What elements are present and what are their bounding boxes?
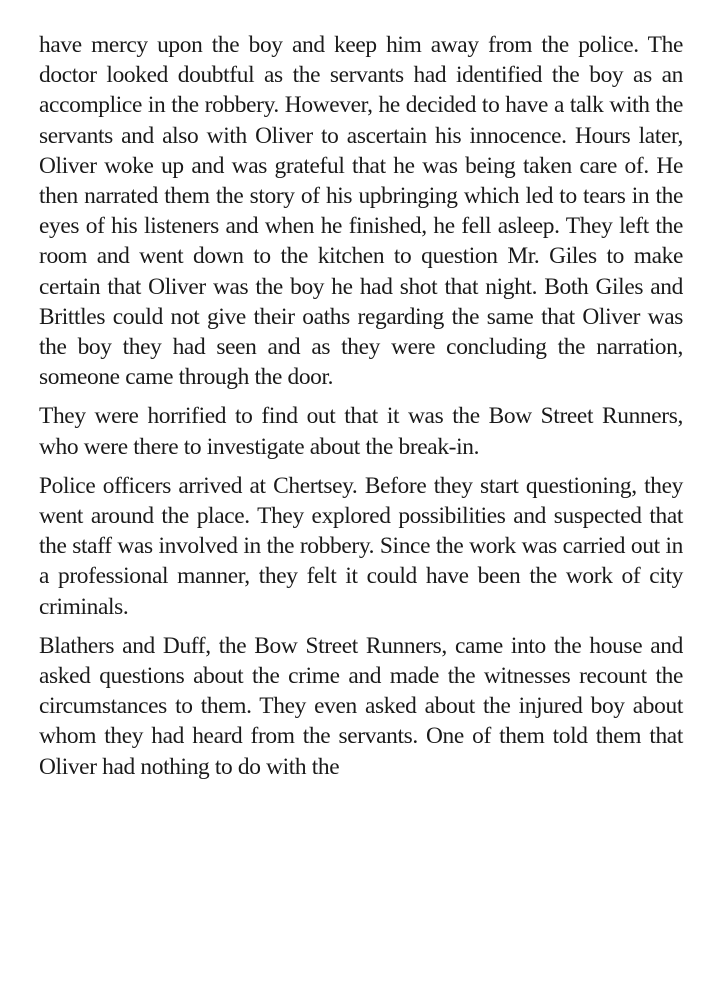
page-body	[39, 30, 683, 791]
paragraph-1: have mercy upon the boy and keep him away from the police. The doctor looked doubtful as the servants had identified the boy as an accomplice in the robbery. However, he decided to have a talk with the servants and also with Oliver to ascertain his innocence. Hours later, Oliver woke up and was grateful that he was being taken care of. He then narrated them the story of his upbringing which led to tears in the eyes of his listeners and when he finished, he fell asleep. They left the room and went down to the kitchen to question Mr. Giles to make certain that Oliver was the boy he had shot that night. Both Giles and Brittles could not give their oaths regarding the same that Oliver was the boy they had seen and as they were concluding the narration, someone came through the door.	[39, 32, 683, 391]
paragraph-2: They were horrified to find out that it was the Bow Street Runners, who were there to investigate about the break-in.	[39, 403, 683, 460]
paragraph-4: Blathers and Duff, the Bow Street Runners, came into the house and asked questions about the crime and made the witnesses recount the circumstances to them. They even asked about the injured boy about whom they had heard from the servants. One of them told them that Oliver had nothing to do with the	[39, 632, 683, 780]
paragraph-3: Police officers arrived at Chertsey. Before they start questioning, they went around the place. They explored possibilities and suspected that the staff was involved in the robbery. Since the work was carried out in a professional manner, they felt it could have been the work of city criminals.	[39, 472, 683, 620]
